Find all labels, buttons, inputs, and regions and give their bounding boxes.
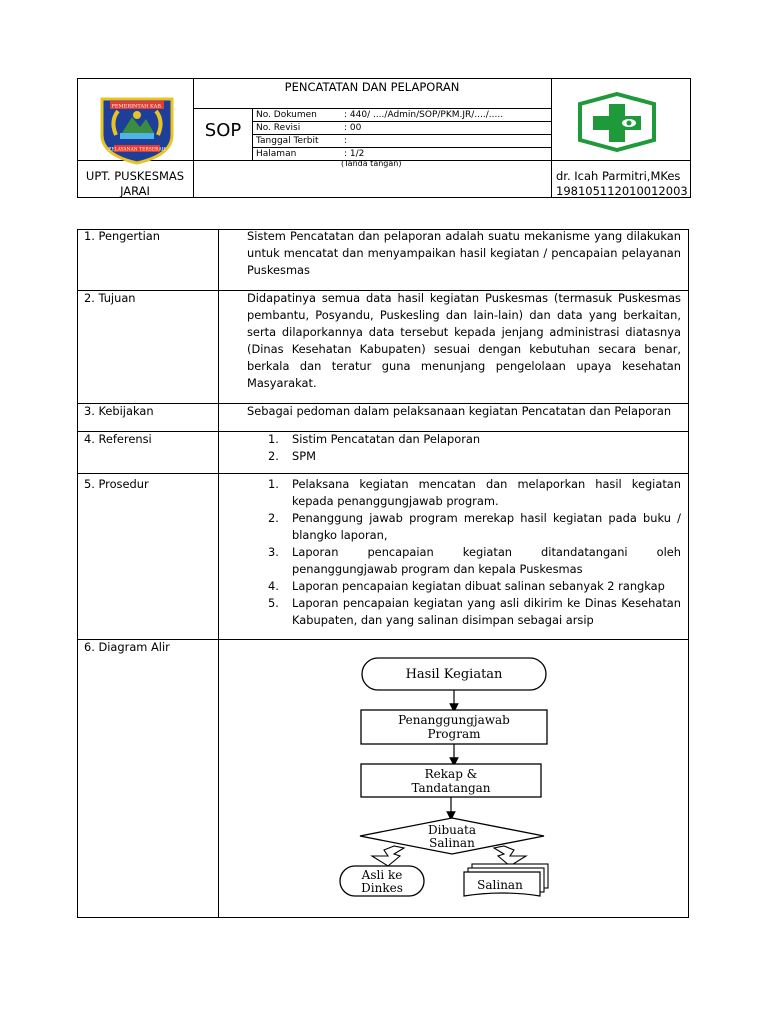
doc-number-value: : 440/ ..../Admin/SOP/PKM.JR/..../..... xyxy=(344,110,504,120)
list-number: 1. xyxy=(268,477,279,491)
list-text: Sistim Pencatatan dan Pelaporan xyxy=(292,432,481,446)
referensi-list xyxy=(268,431,681,465)
list-text: Laporan pencapaian kegiatan yang asli dikirim ke Dinas Kesehatan Kabupaten, dan yang salinan disimpan sebagai arsip xyxy=(292,596,681,627)
list-item xyxy=(268,510,681,544)
revision-label: No. Revisi xyxy=(256,123,301,133)
issue-date-label: Tanggal Terbit xyxy=(256,136,319,146)
list-number: 4. xyxy=(268,579,279,593)
flow-decision-line2: Salinan xyxy=(429,836,475,850)
list-item xyxy=(268,476,681,510)
pengertian-label: 1. Pengertian xyxy=(84,229,160,243)
flow-arrow-right xyxy=(494,846,526,866)
tujuan-text: Didapatinya semua data hasil kegiatan Puskesmas (termasuk Puskesmas pembantu, Posyandu, Puskesling dan lain-lain) dan data yang berkaitan, serta dilaporkannya data tersebut kepada jenjang administrasi diatasnya (Dinas Kesehatan Kabupaten) sesuai dengan kebutuhan secara benar, berkala dan teratur guna menunjang pengelolaan upaya kesehatan Masyarakat. xyxy=(247,291,681,390)
organization-line1: UPT. PUSKESMAS xyxy=(85,169,185,183)
page-label: Halaman xyxy=(256,149,297,159)
list-text: SPM xyxy=(292,449,316,463)
list-text: Pelaksana kegiatan mencatan dan melaporkan hasil kegiatan kepada penanggungjawab program. xyxy=(292,477,681,508)
list-text: Penanggung jawab program merekap hasil kegiatan pada buku / blangko laporan, xyxy=(292,511,681,542)
regency-emblem xyxy=(96,95,178,165)
pengertian-text: Sistem Pencatatan dan pelaporan adalah suatu mekanisme yang dilakukan untuk mencatat dan menyampaikan hasil kegiatan / pencapaian pelayanan Puskesmas xyxy=(247,229,681,277)
prosedur-label: 5. Prosedur xyxy=(84,477,149,491)
issue-date-value: : xyxy=(344,136,348,146)
sop-label: SOP xyxy=(204,120,242,141)
flow-decision-line1: Dibuata xyxy=(428,823,476,837)
signer-nip: 198105112010012003 xyxy=(556,184,688,198)
revision-value: : 00 xyxy=(344,123,362,133)
flow-end-dinkes-line2: Dinkes xyxy=(361,881,403,895)
tujuan-label: 2. Tujuan xyxy=(84,291,136,305)
list-number: 3. xyxy=(268,545,279,559)
flow-start-text: Hasil Kegiatan xyxy=(405,667,503,682)
list-number: 5. xyxy=(268,596,279,610)
flow-arrow-left xyxy=(372,846,404,866)
organization-line2: JARAI xyxy=(120,184,150,198)
list-number: 2. xyxy=(268,511,279,525)
list-item xyxy=(268,544,681,578)
list-text: Laporan pencapaian kegiatan ditandatangani oleh penanggungjawab program dan kepala Puskesmas xyxy=(292,545,681,576)
signer-name: dr. Icah Parmitri,MKes xyxy=(556,169,681,183)
list-item xyxy=(268,431,681,448)
flow-step-responsible-line2: Program xyxy=(427,727,481,741)
referensi-label: 4. Referensi xyxy=(84,432,152,446)
prosedur-list xyxy=(268,476,681,629)
flow-step-recap-line2: Tandatangan xyxy=(411,781,491,795)
flow-step-responsible-line1: Penanggungjawab xyxy=(398,713,510,727)
emblem-banner-text: PEMERINTAH KAB. xyxy=(111,103,163,110)
list-number: 1. xyxy=(268,432,279,446)
puskesmas-logo xyxy=(577,92,657,152)
list-item xyxy=(268,578,681,595)
flow-step-recap-line1: Rekap & xyxy=(424,767,478,781)
list-item xyxy=(268,448,681,465)
flow-diagram xyxy=(330,652,560,902)
list-text: Laporan pencapaian kegiatan dibuat salinan sebanyak 2 rangkap xyxy=(292,579,665,593)
document-title: PENCATATAN DAN PELAPORAN xyxy=(284,80,460,94)
list-item xyxy=(268,595,681,629)
page-value: : 1/2 xyxy=(344,149,365,159)
list-number: 2. xyxy=(268,449,279,463)
flow-end-dinkes-line1: Asli ke xyxy=(361,868,403,882)
flow-end-salinan-text: Salinan xyxy=(477,878,523,892)
signature-note: (Tanda tangan) xyxy=(341,159,402,168)
kebijakan-label: 3. Kebijakan xyxy=(84,404,154,418)
diagram-label: 6. Diagram Alir xyxy=(84,640,170,654)
emblem-motto-text: PELAYANAN TERSERAH xyxy=(108,147,166,153)
doc-number-label: No. Dokumen xyxy=(256,110,317,120)
kebijakan-text: Sebagai pedoman dalam pelaksanaan kegiatan Pencatatan dan Pelaporan xyxy=(247,404,672,418)
